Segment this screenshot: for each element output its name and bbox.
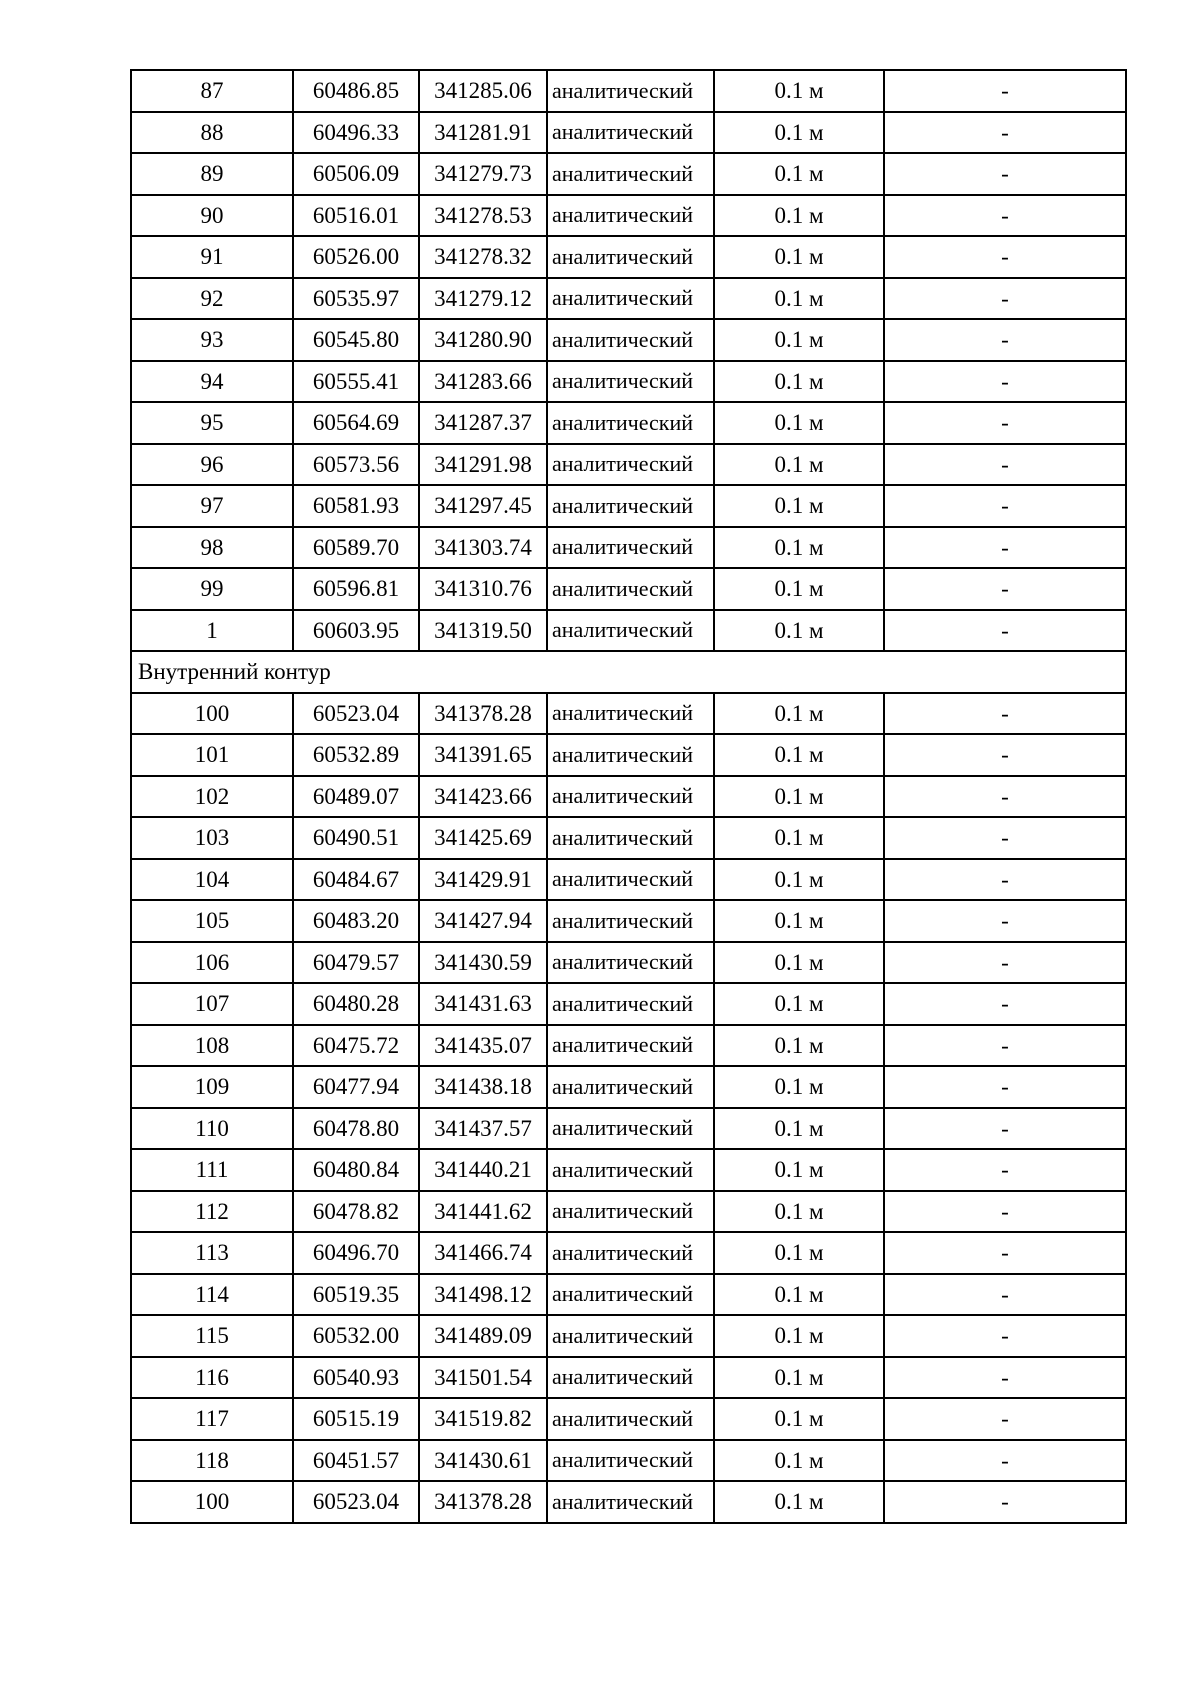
table-row (131, 1440, 1126, 1482)
accuracy-cell: 0.1 м (714, 361, 884, 403)
y-coordinate-cell: 341501.54 (419, 1357, 547, 1399)
point-number-cell: 115 (131, 1315, 293, 1357)
note-cell: - (884, 195, 1126, 237)
method-cell: аналитический (547, 1025, 714, 1067)
accuracy-cell: 0.1 м (714, 1398, 884, 1440)
accuracy-cell: 0.1 м (714, 568, 884, 610)
table-row (131, 568, 1126, 610)
point-number-cell: 109 (131, 1066, 293, 1108)
accuracy-cell: 0.1 м (714, 278, 884, 320)
y-coordinate-cell: 341285.06 (419, 70, 547, 112)
table-row (131, 153, 1126, 195)
y-coordinate-cell: 341429.91 (419, 859, 547, 901)
x-coordinate-cell: 60523.04 (293, 1481, 419, 1523)
table-row (131, 1274, 1126, 1316)
point-number-cell: 105 (131, 900, 293, 942)
x-coordinate-cell: 60540.93 (293, 1357, 419, 1399)
table-row (131, 319, 1126, 361)
method-cell: аналитический (547, 859, 714, 901)
y-coordinate-cell: 341435.07 (419, 1025, 547, 1067)
table-row (131, 1481, 1126, 1523)
method-cell: аналитический (547, 1315, 714, 1357)
note-cell: - (884, 1357, 1126, 1399)
note-cell: - (884, 402, 1126, 444)
x-coordinate-cell: 60516.01 (293, 195, 419, 237)
method-cell: аналитический (547, 1274, 714, 1316)
coordinates-table (130, 69, 1127, 1524)
accuracy-cell: 0.1 м (714, 195, 884, 237)
y-coordinate-cell: 341489.09 (419, 1315, 547, 1357)
table-row (131, 1398, 1126, 1440)
y-coordinate-cell: 341427.94 (419, 900, 547, 942)
point-number-cell: 87 (131, 70, 293, 112)
table-row (131, 361, 1126, 403)
table-row (131, 734, 1126, 776)
y-coordinate-cell: 341498.12 (419, 1274, 547, 1316)
point-number-cell: 117 (131, 1398, 293, 1440)
point-number-cell: 108 (131, 1025, 293, 1067)
point-number-cell: 95 (131, 402, 293, 444)
x-coordinate-cell: 60506.09 (293, 153, 419, 195)
note-cell: - (884, 859, 1126, 901)
y-coordinate-cell: 341281.91 (419, 112, 547, 154)
y-coordinate-cell: 341519.82 (419, 1398, 547, 1440)
accuracy-cell: 0.1 м (714, 1232, 884, 1274)
method-cell: аналитический (547, 1357, 714, 1399)
accuracy-cell: 0.1 м (714, 1357, 884, 1399)
x-coordinate-cell: 60564.69 (293, 402, 419, 444)
note-cell: - (884, 153, 1126, 195)
accuracy-cell: 0.1 м (714, 942, 884, 984)
accuracy-cell: 0.1 м (714, 402, 884, 444)
accuracy-cell: 0.1 м (714, 1481, 884, 1523)
method-cell: аналитический (547, 1440, 714, 1482)
note-cell: - (884, 1315, 1126, 1357)
note-cell: - (884, 1149, 1126, 1191)
x-coordinate-cell: 60535.97 (293, 278, 419, 320)
table-row (131, 527, 1126, 569)
point-number-cell: 110 (131, 1108, 293, 1150)
y-coordinate-cell: 341437.57 (419, 1108, 547, 1150)
table-row (131, 70, 1126, 112)
accuracy-cell: 0.1 м (714, 112, 884, 154)
note-cell: - (884, 568, 1126, 610)
point-number-cell: 91 (131, 236, 293, 278)
x-coordinate-cell: 60555.41 (293, 361, 419, 403)
method-cell: аналитический (547, 817, 714, 859)
note-cell: - (884, 776, 1126, 818)
y-coordinate-cell: 341440.21 (419, 1149, 547, 1191)
method-cell: аналитический (547, 900, 714, 942)
method-cell: аналитический (547, 361, 714, 403)
accuracy-cell: 0.1 м (714, 1315, 884, 1357)
x-coordinate-cell: 60526.00 (293, 236, 419, 278)
table-row (131, 1149, 1126, 1191)
method-cell: аналитический (547, 444, 714, 486)
method-cell: аналитический (547, 776, 714, 818)
x-coordinate-cell: 60519.35 (293, 1274, 419, 1316)
table-row (131, 1357, 1126, 1399)
method-cell: аналитический (547, 1066, 714, 1108)
x-coordinate-cell: 60545.80 (293, 319, 419, 361)
point-number-cell: 97 (131, 485, 293, 527)
table-row (131, 1315, 1126, 1357)
method-cell: аналитический (547, 1108, 714, 1150)
y-coordinate-cell: 341279.73 (419, 153, 547, 195)
accuracy-cell: 0.1 м (714, 900, 884, 942)
accuracy-cell: 0.1 м (714, 1025, 884, 1067)
x-coordinate-cell: 60479.57 (293, 942, 419, 984)
accuracy-cell: 0.1 м (714, 153, 884, 195)
note-cell: - (884, 693, 1126, 735)
x-coordinate-cell: 60480.84 (293, 1149, 419, 1191)
table-row (131, 983, 1126, 1025)
point-number-cell: 90 (131, 195, 293, 237)
x-coordinate-cell: 60496.33 (293, 112, 419, 154)
method-cell: аналитический (547, 610, 714, 652)
table-row (131, 444, 1126, 486)
y-coordinate-cell: 341466.74 (419, 1232, 547, 1274)
method-cell: аналитический (547, 527, 714, 569)
section-title: Внутренний контур (131, 651, 1126, 693)
table-row (131, 1066, 1126, 1108)
y-coordinate-cell: 341425.69 (419, 817, 547, 859)
note-cell: - (884, 1440, 1126, 1482)
section-row (131, 651, 1126, 693)
method-cell: аналитический (547, 1232, 714, 1274)
method-cell: аналитический (547, 1191, 714, 1233)
method-cell: аналитический (547, 693, 714, 735)
note-cell: - (884, 1232, 1126, 1274)
accuracy-cell: 0.1 м (714, 1066, 884, 1108)
table-row (131, 942, 1126, 984)
y-coordinate-cell: 341378.28 (419, 1481, 547, 1523)
point-number-cell: 118 (131, 1440, 293, 1482)
y-coordinate-cell: 341430.59 (419, 942, 547, 984)
point-number-cell: 92 (131, 278, 293, 320)
accuracy-cell: 0.1 м (714, 983, 884, 1025)
y-coordinate-cell: 341378.28 (419, 693, 547, 735)
y-coordinate-cell: 341287.37 (419, 402, 547, 444)
coordinates-table-body (131, 70, 1126, 1523)
x-coordinate-cell: 60496.70 (293, 1232, 419, 1274)
point-number-cell: 99 (131, 568, 293, 610)
y-coordinate-cell: 341431.63 (419, 983, 547, 1025)
note-cell: - (884, 444, 1126, 486)
y-coordinate-cell: 341303.74 (419, 527, 547, 569)
point-number-cell: 104 (131, 859, 293, 901)
table-row (131, 1108, 1126, 1150)
note-cell: - (884, 1191, 1126, 1233)
x-coordinate-cell: 60477.94 (293, 1066, 419, 1108)
y-coordinate-cell: 341279.12 (419, 278, 547, 320)
accuracy-cell: 0.1 м (714, 610, 884, 652)
x-coordinate-cell: 60603.95 (293, 610, 419, 652)
accuracy-cell: 0.1 м (714, 817, 884, 859)
point-number-cell: 94 (131, 361, 293, 403)
method-cell: аналитический (547, 485, 714, 527)
point-number-cell: 101 (131, 734, 293, 776)
note-cell: - (884, 527, 1126, 569)
point-number-cell: 1 (131, 610, 293, 652)
method-cell: аналитический (547, 278, 714, 320)
point-number-cell: 103 (131, 817, 293, 859)
point-number-cell: 106 (131, 942, 293, 984)
table-row (131, 900, 1126, 942)
note-cell: - (884, 817, 1126, 859)
method-cell: аналитический (547, 734, 714, 776)
x-coordinate-cell: 60478.82 (293, 1191, 419, 1233)
method-cell: аналитический (547, 1481, 714, 1523)
note-cell: - (884, 278, 1126, 320)
y-coordinate-cell: 341280.90 (419, 319, 547, 361)
table-row (131, 693, 1126, 735)
table-row (131, 1191, 1126, 1233)
x-coordinate-cell: 60532.00 (293, 1315, 419, 1357)
table-row (131, 112, 1126, 154)
note-cell: - (884, 1398, 1126, 1440)
point-number-cell: 100 (131, 693, 293, 735)
point-number-cell: 102 (131, 776, 293, 818)
table-row (131, 236, 1126, 278)
table-row (131, 776, 1126, 818)
point-number-cell: 98 (131, 527, 293, 569)
y-coordinate-cell: 341297.45 (419, 485, 547, 527)
table-row (131, 278, 1126, 320)
note-cell: - (884, 1025, 1126, 1067)
x-coordinate-cell: 60581.93 (293, 485, 419, 527)
x-coordinate-cell: 60490.51 (293, 817, 419, 859)
y-coordinate-cell: 341438.18 (419, 1066, 547, 1108)
note-cell: - (884, 319, 1126, 361)
method-cell: аналитический (547, 236, 714, 278)
note-cell: - (884, 485, 1126, 527)
y-coordinate-cell: 341423.66 (419, 776, 547, 818)
point-number-cell: 116 (131, 1357, 293, 1399)
note-cell: - (884, 942, 1126, 984)
point-number-cell: 107 (131, 983, 293, 1025)
point-number-cell: 89 (131, 153, 293, 195)
y-coordinate-cell: 341310.76 (419, 568, 547, 610)
note-cell: - (884, 1274, 1126, 1316)
point-number-cell: 88 (131, 112, 293, 154)
accuracy-cell: 0.1 м (714, 236, 884, 278)
method-cell: аналитический (547, 568, 714, 610)
note-cell: - (884, 900, 1126, 942)
y-coordinate-cell: 341391.65 (419, 734, 547, 776)
method-cell: аналитический (547, 1398, 714, 1440)
y-coordinate-cell: 341441.62 (419, 1191, 547, 1233)
y-coordinate-cell: 341291.98 (419, 444, 547, 486)
method-cell: аналитический (547, 70, 714, 112)
point-number-cell: 113 (131, 1232, 293, 1274)
accuracy-cell: 0.1 м (714, 776, 884, 818)
accuracy-cell: 0.1 м (714, 1149, 884, 1191)
table-row (131, 817, 1126, 859)
accuracy-cell: 0.1 м (714, 527, 884, 569)
note-cell: - (884, 112, 1126, 154)
y-coordinate-cell: 341278.32 (419, 236, 547, 278)
point-number-cell: 114 (131, 1274, 293, 1316)
note-cell: - (884, 1108, 1126, 1150)
method-cell: аналитический (547, 112, 714, 154)
accuracy-cell: 0.1 м (714, 1440, 884, 1482)
x-coordinate-cell: 60451.57 (293, 1440, 419, 1482)
accuracy-cell: 0.1 м (714, 444, 884, 486)
note-cell: - (884, 236, 1126, 278)
x-coordinate-cell: 60483.20 (293, 900, 419, 942)
point-number-cell: 111 (131, 1149, 293, 1191)
x-coordinate-cell: 60475.72 (293, 1025, 419, 1067)
x-coordinate-cell: 60573.56 (293, 444, 419, 486)
accuracy-cell: 0.1 м (714, 1108, 884, 1150)
accuracy-cell: 0.1 м (714, 70, 884, 112)
note-cell: - (884, 361, 1126, 403)
table-row (131, 859, 1126, 901)
x-coordinate-cell: 60489.07 (293, 776, 419, 818)
method-cell: аналитический (547, 153, 714, 195)
point-number-cell: 100 (131, 1481, 293, 1523)
table-row (131, 1232, 1126, 1274)
point-number-cell: 96 (131, 444, 293, 486)
note-cell: - (884, 983, 1126, 1025)
method-cell: аналитический (547, 1149, 714, 1191)
note-cell: - (884, 734, 1126, 776)
table-row (131, 610, 1126, 652)
point-number-cell: 112 (131, 1191, 293, 1233)
x-coordinate-cell: 60532.89 (293, 734, 419, 776)
x-coordinate-cell: 60486.85 (293, 70, 419, 112)
table-row (131, 1025, 1126, 1067)
point-number-cell: 93 (131, 319, 293, 361)
table-row (131, 485, 1126, 527)
method-cell: аналитический (547, 402, 714, 444)
accuracy-cell: 0.1 м (714, 485, 884, 527)
note-cell: - (884, 1066, 1126, 1108)
x-coordinate-cell: 60484.67 (293, 859, 419, 901)
accuracy-cell: 0.1 м (714, 859, 884, 901)
y-coordinate-cell: 341319.50 (419, 610, 547, 652)
y-coordinate-cell: 341283.66 (419, 361, 547, 403)
x-coordinate-cell: 60596.81 (293, 568, 419, 610)
y-coordinate-cell: 341430.61 (419, 1440, 547, 1482)
method-cell: аналитический (547, 942, 714, 984)
method-cell: аналитический (547, 983, 714, 1025)
accuracy-cell: 0.1 м (714, 734, 884, 776)
method-cell: аналитический (547, 195, 714, 237)
accuracy-cell: 0.1 м (714, 693, 884, 735)
accuracy-cell: 0.1 м (714, 1191, 884, 1233)
table-row (131, 195, 1126, 237)
x-coordinate-cell: 60478.80 (293, 1108, 419, 1150)
x-coordinate-cell: 60523.04 (293, 693, 419, 735)
x-coordinate-cell: 60480.28 (293, 983, 419, 1025)
y-coordinate-cell: 341278.53 (419, 195, 547, 237)
method-cell: аналитический (547, 319, 714, 361)
note-cell: - (884, 1481, 1126, 1523)
x-coordinate-cell: 60515.19 (293, 1398, 419, 1440)
table-row (131, 402, 1126, 444)
accuracy-cell: 0.1 м (714, 1274, 884, 1316)
note-cell: - (884, 610, 1126, 652)
accuracy-cell: 0.1 м (714, 319, 884, 361)
x-coordinate-cell: 60589.70 (293, 527, 419, 569)
note-cell: - (884, 70, 1126, 112)
